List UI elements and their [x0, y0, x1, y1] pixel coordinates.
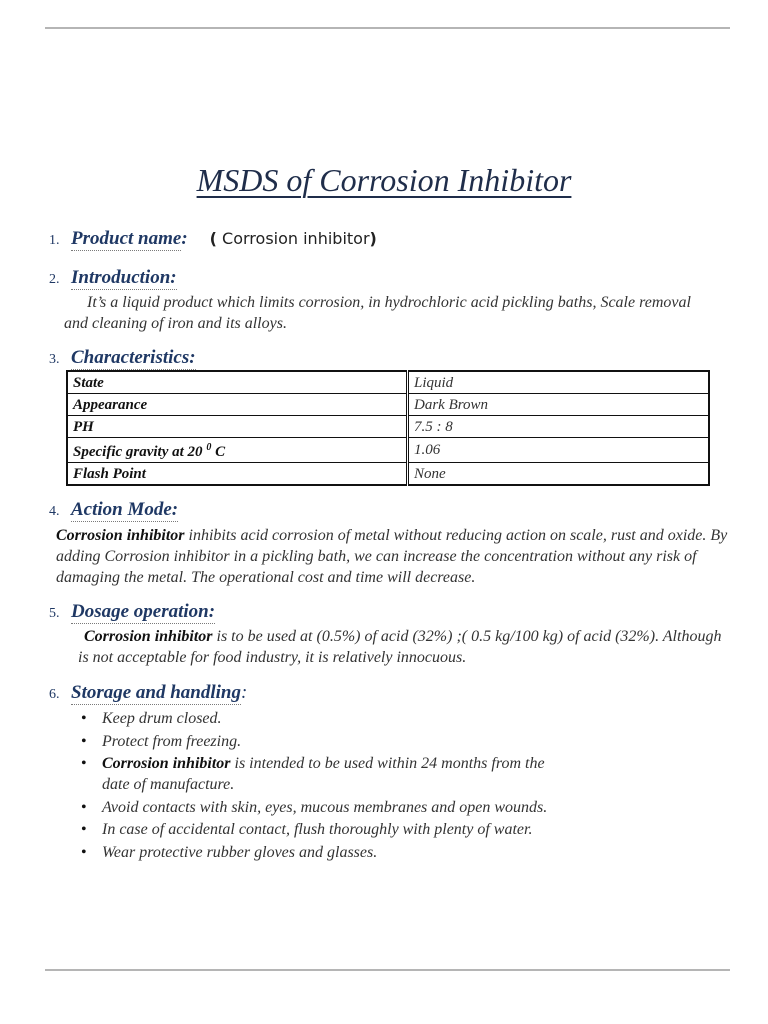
bullet-icon: •: [81, 843, 87, 861]
section-heading: Storage and handling: [71, 682, 241, 703]
table-row: [67, 416, 709, 438]
bottom-rule: [45, 969, 730, 971]
property-value: Dark Brown: [408, 394, 710, 416]
list-item: • In case of accidental contact, flush thoroughly with plenty of water.: [81, 821, 533, 839]
section-heading: Action Mode:: [71, 499, 179, 520]
action-mode-text: Corrosion inhibitor inhibits acid corrosion of metal without reducing action on scale, rust and oxide. By adding Corrosion inhibitor in a pickling bath, we can increase the concentration without any risk of damaging the metal. The operational cost and time will decrease.: [56, 527, 728, 586]
dosage-text: Corrosion inhibitor is to be used at (0.5%) of acid (32%) ;( 0.5 kg/100 kg) of acid (32%). Although is not acceptable for food industry, it is relatively innocuous.: [78, 628, 722, 666]
list-item: • Keep drum closed.: [81, 710, 222, 727]
bullet-icon: •: [81, 798, 87, 816]
section-heading: Product name: [71, 228, 182, 249]
section-product-name: 1. Product name: ( Corrosion inhibitor): [49, 228, 377, 249]
property-name: Appearance: [67, 394, 408, 416]
property-value: 7.5 : 8: [408, 416, 710, 438]
bullet-icon: •: [81, 732, 87, 750]
table-row: [67, 438, 709, 463]
list-item: • Wear protective rubber gloves and glasses.: [81, 843, 378, 861]
section-number: 2.: [49, 272, 60, 287]
section-dosage-operation: [49, 601, 215, 623]
list-item: • Corrosion inhibitor is intended to be used within 24 months from the date of manufacture.: [81, 755, 545, 794]
introduction-text: It’s a liquid product which limits corrosion, in hydrochloric acid pickling baths, Scale removal and cleaning of iron and its alloys.: [64, 294, 691, 332]
section-introduction: [49, 267, 177, 289]
section-heading: Characteristics:: [71, 347, 196, 368]
table-row: [67, 463, 709, 486]
property-value: Liquid: [408, 371, 710, 394]
section-action-mode: [49, 499, 178, 521]
storage-list: [78, 708, 662, 865]
characteristics-table: [66, 370, 710, 486]
table-row: [67, 394, 709, 416]
section-number: 6.: [49, 687, 60, 702]
property-name: State: [67, 371, 408, 394]
property-value: 1.06: [408, 438, 710, 463]
section-heading: Dosage operation:: [71, 601, 216, 622]
section-number: 3.: [49, 352, 60, 367]
list-item: • Avoid contacts with skin, eyes, mucous membranes and open wounds.: [81, 798, 548, 816]
section-number: 5.: [49, 606, 60, 621]
section-number: 1.: [49, 233, 60, 248]
property-name: PH: [67, 416, 408, 438]
list-item: • Protect from freezing.: [81, 732, 242, 750]
property-name: Specific gravity at 20 $^0$ C: [67, 438, 408, 463]
property-value: None: [408, 463, 710, 486]
section-characteristics: [49, 347, 196, 369]
section-storage-handling: 6. Storage and handling:: [49, 682, 248, 703]
section-number: 4.: [49, 504, 60, 519]
top-rule: [45, 27, 730, 29]
bullet-icon: •: [81, 710, 87, 727]
property-name: Flash Point: [67, 463, 408, 486]
product-name-value: ( Corrosion inhibitor): [209, 229, 377, 248]
document-title: MSDS of Corrosion Inhibitor: [196, 162, 572, 198]
table-row: [67, 371, 709, 394]
bullet-icon: •: [81, 755, 87, 773]
bullet-icon: •: [81, 821, 87, 839]
section-heading: Introduction:: [71, 267, 177, 288]
